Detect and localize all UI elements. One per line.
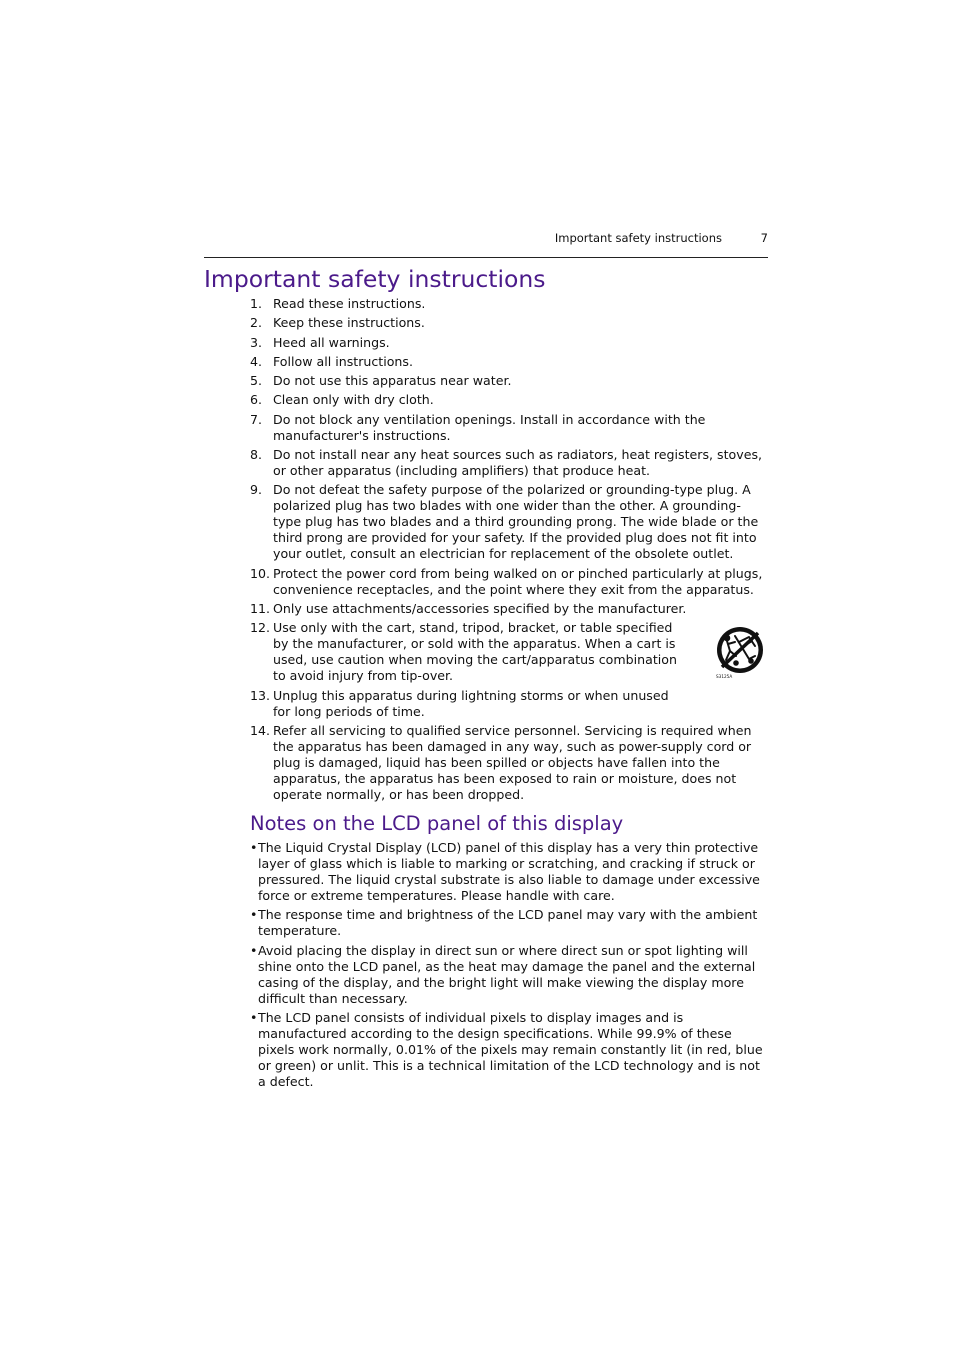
list-number: 2.: [250, 315, 263, 331]
page-title: Important safety instructions: [204, 265, 546, 293]
list-text: The response time and brightness of the LCD panel may vary with the ambient temperature.: [258, 907, 758, 939]
list-text: Unplug this apparatus during lightning storms or when unused for long periods of time.: [273, 687, 669, 719]
icon-code-label: S3125A: [716, 674, 733, 679]
cart-tip-over-warning-icon: [715, 625, 767, 679]
list-item: [250, 840, 768, 904]
list-item: [250, 315, 768, 331]
list-number: 8.: [250, 447, 263, 463]
list-item: [250, 601, 768, 617]
list-number: 11.: [250, 600, 271, 616]
list-item: [250, 412, 768, 444]
list-text: Avoid placing the display in direct sun or where direct sun or spot lighting will shine onto the LCD panel, as the heat may damage the panel and the external casing of the display, and the bright light will make viewing the display more difficult than necessary.: [258, 942, 756, 1006]
list-item: [250, 688, 768, 720]
list-item: [250, 943, 768, 1007]
list-text: Read these instructions.: [273, 296, 426, 311]
list-text: Protect the power cord from being walked on or pinched particularly at plugs, convenience receptacles, and the point where they exit from the apparatus.: [273, 565, 763, 597]
list-text: Heed all warnings.: [273, 334, 390, 350]
list-number: 10.: [250, 565, 271, 581]
list-text: Follow all instructions.: [273, 353, 413, 369]
list-text: Keep these instructions.: [273, 315, 425, 331]
list-number: 14.: [250, 722, 271, 738]
list-item: [250, 482, 768, 562]
list-number: 5.: [250, 373, 263, 389]
section-title: Notes on the LCD panel of this display: [250, 812, 624, 835]
bullet-mark: •: [250, 1009, 258, 1025]
page-number: 7: [760, 231, 768, 245]
list-number: 1.: [250, 296, 263, 311]
list-item: [250, 1010, 768, 1090]
list-text: Use only with the cart, stand, tripod, bracket, or table specified by the manufacturer, or sold with the apparatus. When a cart is used, use caution when moving the cart/apparatus combination to avoid injury from tip-over.: [273, 620, 677, 684]
list-text: Do not block any ventilation openings. Install in accordance with the manufacturer's instructions.: [273, 411, 706, 443]
list-number: 6.: [250, 392, 263, 408]
list-text: Do not use this apparatus near water.: [273, 373, 512, 389]
list-text: The LCD panel consists of individual pixels to display images and is manufactured according to the design specifications. While 99.9% of these pixels work normally, 0.01% of the pixels may remain constantly lit (in red, blue or green) or unlit. This is a technical limitation of the LCD technology and is not a defect.: [258, 1009, 763, 1089]
running-header-title: Important safety instructions: [554, 231, 722, 245]
list-item: [250, 620, 768, 684]
list-text: The Liquid Crystal Display (LCD) panel of this display has a very thin protective layer of glass which is liable to marking or scratching, and cracking if struck or pressured. The liquid crystal substrate is also liable to damage under excessive force or extreme temperatures. Please handle with care.: [258, 840, 760, 903]
list-item: [250, 447, 768, 479]
list-text: Do not defeat the safety purpose of the polarized or grounding-type plug. A polarized plug has two blades with one wider than the other. A grounding-type plug has two blades and a third grounding prong. The wide blade or the third prong are provided for your safety. If the provided plug does not fit into your outlet, consult an electrician for replacement of the obsolete outlet.: [273, 482, 759, 562]
list-number: 7.: [250, 411, 263, 427]
list-item: [250, 566, 768, 598]
list-number: 13.: [250, 687, 271, 703]
list-text: Do not install near any heat sources such as radiators, heat registers, stoves, or other apparatus (including amplifiers) that produce heat.: [273, 447, 763, 479]
list-item: [250, 335, 768, 351]
list-item: [250, 373, 768, 389]
list-item: [250, 723, 768, 803]
list-number: 3.: [250, 334, 263, 350]
bullet-mark: •: [250, 942, 258, 958]
list-text: Clean only with dry cloth.: [273, 392, 434, 408]
list-number: 12.: [250, 620, 271, 636]
list-text: Only use attachments/accessories specified by the manufacturer.: [273, 600, 687, 616]
list-item: [250, 907, 768, 939]
list-number: 9.: [250, 482, 263, 498]
list-text: Refer all servicing to qualified service personnel. Servicing is required when the apparatus has been damaged in any way, such as power-supply cord or plug is damaged, liquid has been spilled or objects have fallen into the apparatus, the apparatus has been exposed to rain or moisture, does not operate normally, or has been dropped.: [273, 722, 752, 802]
safety-instructions-list: [250, 296, 768, 806]
list-item: [250, 354, 768, 370]
list-item: [250, 392, 768, 408]
bullet-mark: •: [250, 907, 258, 923]
bullet-mark: •: [250, 840, 258, 855]
lcd-notes-list: [250, 840, 768, 1093]
list-item: [250, 296, 768, 312]
header-divider: [204, 257, 768, 258]
list-number: 4.: [250, 353, 263, 369]
